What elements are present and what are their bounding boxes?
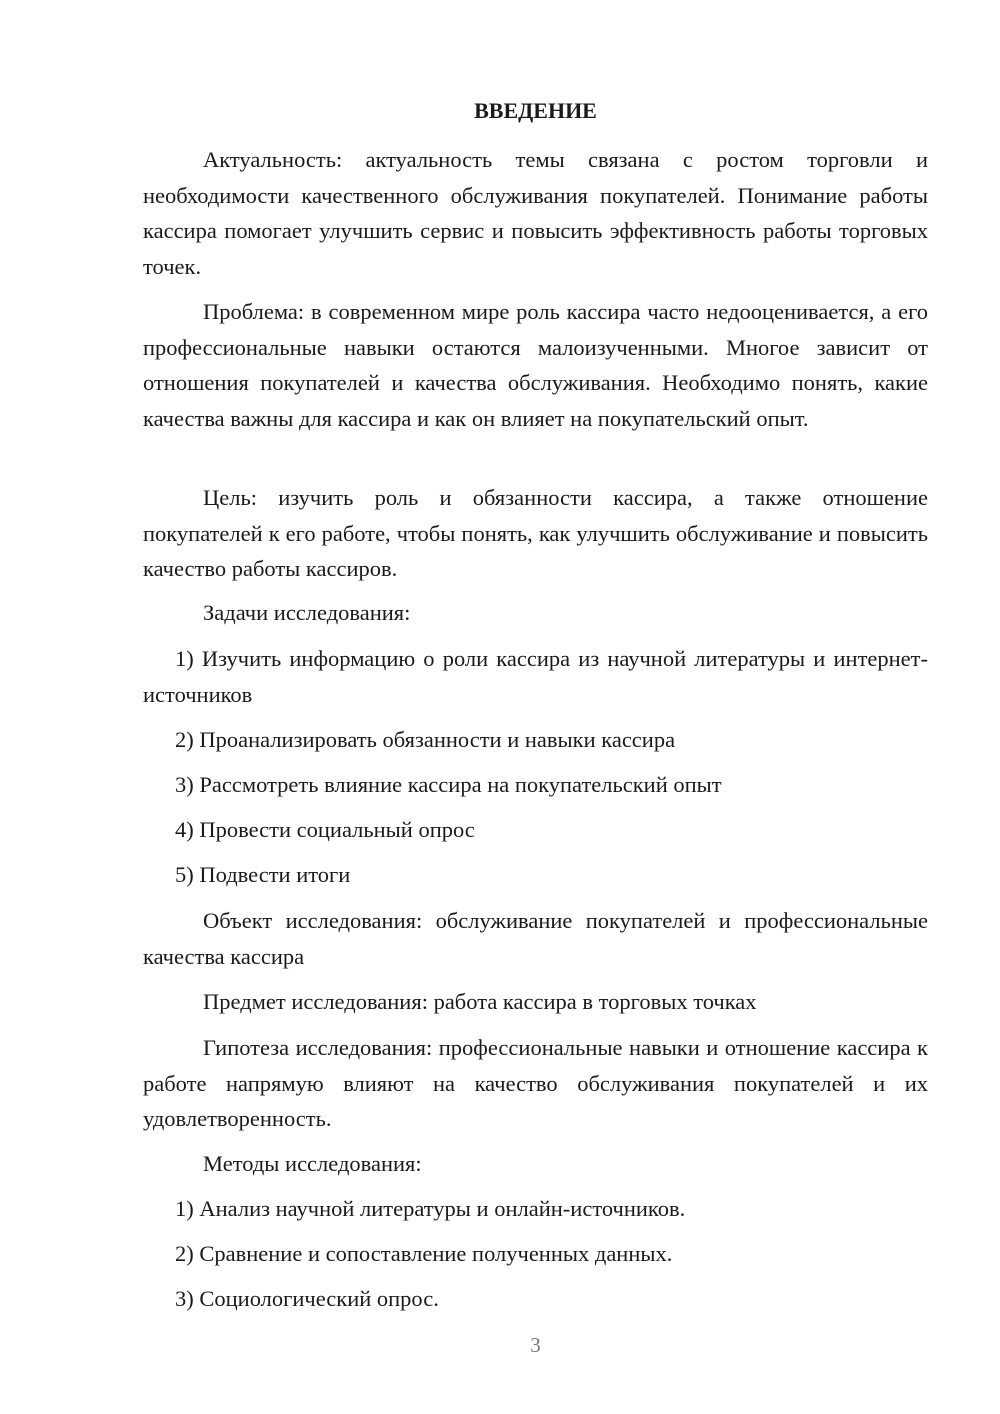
task-item-2: 2) Проанализировать обязанности и навыки кассира bbox=[175, 727, 676, 752]
task-item-3: 3) Рассмотреть влияние кассира на покупательский опыт bbox=[175, 772, 722, 797]
problem-paragraph: Проблема: в современном мире роль кассира часто недооценивается, а его профессиональные навыки остаются малоизученными. Многое зависит от отношения покупателей и качества обслуживания. Необходимо понять, какие качества важны для кассира и как он влияет на покупательский опыт. bbox=[143, 299, 928, 431]
subject-paragraph: Предмет исследования: работа кассира в торговых точках bbox=[203, 989, 757, 1014]
tasks-heading: Задачи исследования: bbox=[203, 600, 411, 625]
task-item-1: 1) Изучить информацию о роли кассира из научной литературы и интернет-источников bbox=[143, 646, 928, 707]
methods-heading: Методы исследования: bbox=[203, 1151, 422, 1176]
task-item-5: 5) Подвести итоги bbox=[175, 862, 351, 887]
method-item-1: 1) Анализ научной литературы и онлайн-источников. bbox=[175, 1196, 686, 1221]
page-number: 3 bbox=[530, 1333, 541, 1357]
hypothesis-paragraph: Гипотеза исследования: профессиональные навыки и отношение кассира к работе напрямую влияют на качество обслуживания покупателей и их удовлетворенность. bbox=[143, 1035, 928, 1131]
object-paragraph: Объект исследования: обслуживание покупателей и профессиональные качества кассира bbox=[143, 908, 928, 969]
method-item-2: 2) Сравнение и сопоставление полученных данных. bbox=[175, 1241, 673, 1266]
page-title: ВВЕДЕНИЕ bbox=[474, 98, 597, 123]
document-page bbox=[143, 0, 928, 1414]
task-item-4: 4) Провести социальный опрос bbox=[175, 817, 475, 842]
method-item-3: 3) Социологический опрос. bbox=[175, 1286, 439, 1311]
goal-paragraph: Цель: изучить роль и обязанности кассира, а также отношение покупателей к его работе, чтобы понять, как улучшить обслуживание и повысить качество работы кассиров. bbox=[143, 485, 928, 581]
relevance-paragraph: Актуальность: актуальность темы связана с ростом торговли и необходимости качественного обслуживания покупателей. Понимание работы кассира помогает улучшить сервис и повысить эффективность работы торговых точек. bbox=[143, 147, 928, 279]
